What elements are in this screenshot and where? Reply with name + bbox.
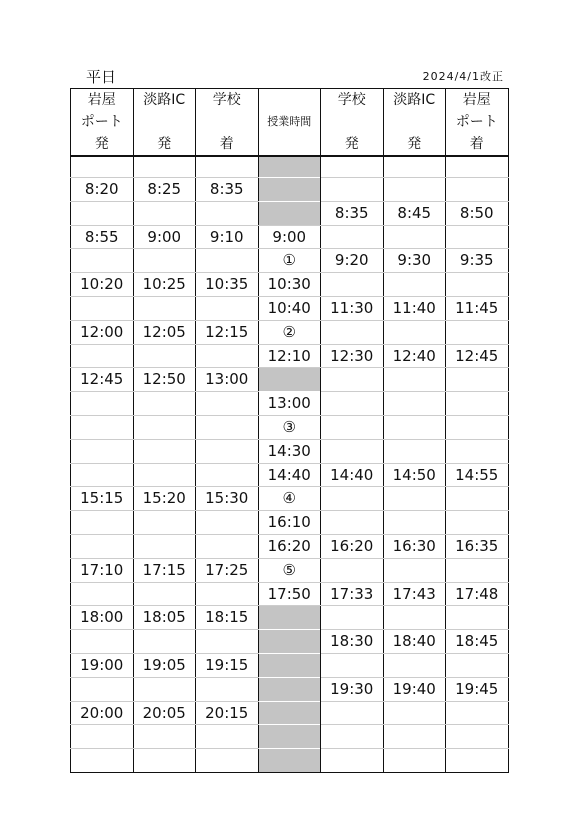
time-cell: 12:05: [133, 320, 196, 344]
header-line: 着: [219, 136, 234, 152]
time-cell: 17:33: [321, 582, 384, 606]
time-cell: [133, 582, 196, 606]
time-cell: [71, 725, 134, 749]
time-cell: 10:25: [133, 273, 196, 297]
time-cell: [321, 511, 384, 535]
time-cell: ④: [258, 487, 321, 511]
time-cell: [196, 249, 259, 273]
time-cell: 13:00: [258, 392, 321, 416]
time-cell: [133, 463, 196, 487]
time-cell: 18:00: [71, 606, 134, 630]
time-cell: [71, 630, 134, 654]
time-cell: 16:20: [321, 534, 384, 558]
table-row: [71, 653, 509, 677]
table-row: [71, 677, 509, 701]
time-cell: [321, 156, 384, 178]
time-cell: [258, 368, 321, 392]
time-cell: [383, 368, 446, 392]
time-cell: [383, 392, 446, 416]
time-cell: [71, 582, 134, 606]
time-cell: 17:25: [196, 558, 259, 582]
time-cell: [383, 439, 446, 463]
time-cell: [71, 156, 134, 178]
time-cell: [71, 439, 134, 463]
time-cell: 12:15: [196, 320, 259, 344]
time-cell: [71, 201, 134, 225]
timetable-header: [71, 89, 509, 157]
time-cell: 17:50: [258, 582, 321, 606]
time-cell: [321, 320, 384, 344]
table-row: [71, 749, 509, 773]
time-cell: [133, 344, 196, 368]
time-cell: 19:05: [133, 653, 196, 677]
time-cell: [321, 749, 384, 773]
time-cell: [258, 156, 321, 178]
time-cell: [196, 534, 259, 558]
time-cell: [446, 156, 509, 178]
time-cell: [446, 392, 509, 416]
time-cell: [383, 701, 446, 725]
table-row: [71, 156, 509, 178]
time-cell: [258, 749, 321, 773]
time-cell: 11:30: [321, 296, 384, 320]
time-cell: 10:30: [258, 273, 321, 297]
time-cell: 19:45: [446, 677, 509, 701]
time-cell: [383, 725, 446, 749]
time-cell: [196, 582, 259, 606]
time-cell: [133, 156, 196, 178]
time-cell: 16:10: [258, 511, 321, 535]
time-cell: [133, 296, 196, 320]
header-line: 授業時間: [267, 115, 312, 128]
header-line: 発: [94, 136, 109, 152]
table-row: [71, 630, 509, 654]
time-cell: [446, 368, 509, 392]
table-row: [71, 511, 509, 535]
time-cell: 12:00: [71, 320, 134, 344]
time-cell: [71, 463, 134, 487]
time-cell: 20:05: [133, 701, 196, 725]
time-cell: 8:45: [383, 201, 446, 225]
time-cell: ⑤: [258, 558, 321, 582]
time-cell: 18:40: [383, 630, 446, 654]
time-cell: [71, 749, 134, 773]
time-cell: [446, 606, 509, 630]
time-cell: [321, 273, 384, 297]
time-cell: 17:48: [446, 582, 509, 606]
time-cell: [446, 178, 509, 202]
header-iwaya-port-arrive: [446, 89, 509, 157]
table-row: [71, 273, 509, 297]
time-cell: [446, 725, 509, 749]
time-cell: [133, 725, 196, 749]
time-cell: 18:15: [196, 606, 259, 630]
time-cell: [383, 156, 446, 178]
time-cell: 19:00: [71, 653, 134, 677]
time-cell: ①: [258, 249, 321, 273]
time-cell: 12:45: [446, 344, 509, 368]
time-cell: [196, 392, 259, 416]
time-cell: [446, 273, 509, 297]
time-cell: 8:55: [71, 225, 134, 249]
table-row: [71, 344, 509, 368]
time-cell: 14:50: [383, 463, 446, 487]
time-cell: [196, 439, 259, 463]
header-line: ポート: [455, 114, 498, 130]
table-row: [71, 487, 509, 511]
time-cell: 12:30: [321, 344, 384, 368]
header-line: 淡路IC: [393, 92, 436, 108]
time-cell: [321, 653, 384, 677]
header-line: 着: [469, 136, 484, 152]
time-cell: [258, 178, 321, 202]
time-cell: [321, 415, 384, 439]
table-row: [71, 558, 509, 582]
time-cell: [71, 296, 134, 320]
table-row: [71, 725, 509, 749]
time-cell: [133, 630, 196, 654]
time-cell: [133, 534, 196, 558]
time-cell: [71, 392, 134, 416]
time-cell: [321, 558, 384, 582]
header-iwaya-port-depart: [71, 89, 134, 157]
time-cell: 9:00: [133, 225, 196, 249]
time-cell: ②: [258, 320, 321, 344]
header-class-time: [258, 89, 321, 157]
time-cell: 12:40: [383, 344, 446, 368]
time-cell: [71, 534, 134, 558]
time-cell: 20:15: [196, 701, 259, 725]
time-cell: 16:35: [446, 534, 509, 558]
table-row: [71, 178, 509, 202]
table-row: [71, 463, 509, 487]
time-cell: 15:20: [133, 487, 196, 511]
time-cell: [133, 511, 196, 535]
time-cell: [446, 320, 509, 344]
time-cell: [446, 701, 509, 725]
time-cell: [196, 463, 259, 487]
time-cell: 14:55: [446, 463, 509, 487]
time-cell: 14:30: [258, 439, 321, 463]
header-line: ポート: [80, 114, 123, 130]
time-cell: [196, 511, 259, 535]
table-row: [71, 296, 509, 320]
time-cell: 17:15: [133, 558, 196, 582]
time-cell: [321, 725, 384, 749]
timetable-body: [71, 156, 509, 772]
time-cell: [446, 511, 509, 535]
time-cell: [383, 320, 446, 344]
time-cell: [383, 511, 446, 535]
time-cell: [71, 344, 134, 368]
table-row: [71, 606, 509, 630]
time-cell: 10:40: [258, 296, 321, 320]
day-type-label: 平日: [86, 68, 117, 86]
table-row: [71, 249, 509, 273]
time-cell: [133, 201, 196, 225]
time-cell: [258, 653, 321, 677]
time-cell: [133, 439, 196, 463]
time-cell: [133, 749, 196, 773]
time-cell: [321, 606, 384, 630]
header-line: 淡路IC: [143, 92, 186, 108]
time-cell: 9:20: [321, 249, 384, 273]
time-cell: [383, 415, 446, 439]
header-line: 発: [344, 136, 359, 152]
time-cell: 17:10: [71, 558, 134, 582]
time-cell: 11:45: [446, 296, 509, 320]
time-cell: [446, 653, 509, 677]
time-cell: [196, 296, 259, 320]
time-cell: 11:40: [383, 296, 446, 320]
time-cell: 8:35: [196, 178, 259, 202]
time-cell: [196, 156, 259, 178]
table-row: [71, 415, 509, 439]
time-cell: 15:30: [196, 487, 259, 511]
table-row: [71, 320, 509, 344]
time-cell: [321, 392, 384, 416]
time-cell: 9:30: [383, 249, 446, 273]
time-cell: 14:40: [258, 463, 321, 487]
time-cell: 8:35: [321, 201, 384, 225]
table-row: [71, 582, 509, 606]
time-cell: 14:40: [321, 463, 384, 487]
header-line: 発: [407, 136, 422, 152]
time-cell: [383, 178, 446, 202]
header-line: 発: [157, 136, 172, 152]
time-cell: [321, 178, 384, 202]
time-cell: 19:40: [383, 677, 446, 701]
time-cell: 19:30: [321, 677, 384, 701]
revision-date: 2024/4/1改正: [422, 70, 504, 83]
time-cell: 18:05: [133, 606, 196, 630]
time-cell: [196, 415, 259, 439]
header-school-depart: [321, 89, 384, 157]
time-cell: 20:00: [71, 701, 134, 725]
time-cell: [258, 201, 321, 225]
time-cell: 16:20: [258, 534, 321, 558]
table-row: [71, 368, 509, 392]
time-cell: [446, 225, 509, 249]
time-cell: [321, 368, 384, 392]
time-cell: [446, 487, 509, 511]
time-cell: 8:20: [71, 178, 134, 202]
time-cell: [71, 249, 134, 273]
time-cell: 10:20: [71, 273, 134, 297]
time-cell: 9:35: [446, 249, 509, 273]
time-cell: 18:30: [321, 630, 384, 654]
time-cell: [383, 273, 446, 297]
time-cell: [383, 225, 446, 249]
time-cell: ③: [258, 415, 321, 439]
time-cell: [321, 439, 384, 463]
time-cell: [196, 630, 259, 654]
time-cell: [196, 749, 259, 773]
time-cell: [258, 606, 321, 630]
bus-timetable: [70, 88, 509, 773]
time-cell: [383, 653, 446, 677]
table-row: [71, 392, 509, 416]
time-cell: [133, 677, 196, 701]
time-cell: [71, 511, 134, 535]
time-cell: [71, 415, 134, 439]
table-row: [71, 439, 509, 463]
time-cell: [258, 701, 321, 725]
time-cell: [258, 677, 321, 701]
time-cell: 18:45: [446, 630, 509, 654]
time-cell: 9:00: [258, 225, 321, 249]
time-cell: [446, 749, 509, 773]
time-cell: [321, 225, 384, 249]
time-cell: 15:15: [71, 487, 134, 511]
header-awaji-ic-depart: [133, 89, 196, 157]
time-cell: [446, 415, 509, 439]
time-cell: [196, 344, 259, 368]
table-row: [71, 225, 509, 249]
table-row: [71, 201, 509, 225]
time-cell: 8:50: [446, 201, 509, 225]
time-cell: [258, 630, 321, 654]
time-cell: [196, 725, 259, 749]
header-line: 学校: [212, 92, 241, 108]
time-cell: [133, 392, 196, 416]
time-cell: [196, 677, 259, 701]
table-row: [71, 534, 509, 558]
time-cell: [383, 606, 446, 630]
time-cell: [446, 558, 509, 582]
time-cell: 19:15: [196, 653, 259, 677]
time-cell: [383, 487, 446, 511]
header-line: 岩屋: [87, 92, 116, 108]
time-cell: 9:10: [196, 225, 259, 249]
time-cell: [321, 487, 384, 511]
time-cell: 17:43: [383, 582, 446, 606]
header-line: 岩屋: [462, 92, 491, 108]
time-cell: [258, 725, 321, 749]
time-cell: 13:00: [196, 368, 259, 392]
time-cell: 12:10: [258, 344, 321, 368]
time-cell: 12:50: [133, 368, 196, 392]
header-school-arrive: [196, 89, 259, 157]
time-cell: 8:25: [133, 178, 196, 202]
table-row: [71, 701, 509, 725]
time-cell: [383, 558, 446, 582]
header-awaji-ic-depart-return: [383, 89, 446, 157]
time-cell: [133, 249, 196, 273]
time-cell: [133, 415, 196, 439]
time-cell: [446, 439, 509, 463]
time-cell: 16:30: [383, 534, 446, 558]
time-cell: 10:35: [196, 273, 259, 297]
time-cell: 12:45: [71, 368, 134, 392]
header-line: 学校: [337, 92, 366, 108]
time-cell: [383, 749, 446, 773]
time-cell: [321, 701, 384, 725]
time-cell: [71, 677, 134, 701]
time-cell: [196, 201, 259, 225]
